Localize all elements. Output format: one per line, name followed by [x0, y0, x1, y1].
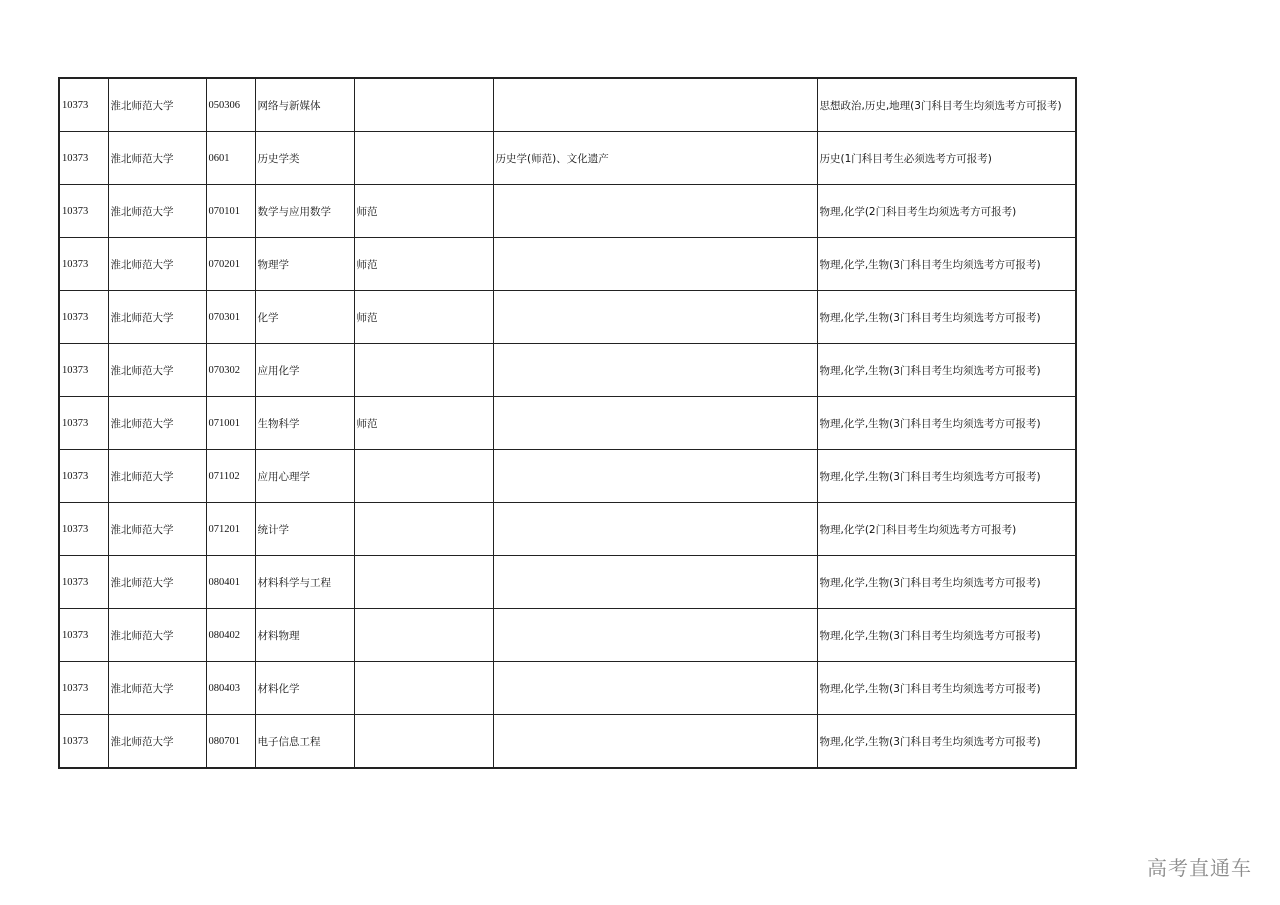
school-name-cell: 淮北师范大学 — [108, 503, 206, 556]
included-majors-cell — [493, 503, 817, 556]
table-body — [59, 78, 1076, 768]
school-code-cell: 10373 — [59, 715, 108, 769]
school-code-cell: 10373 — [59, 132, 108, 185]
school-code-cell: 10373 — [59, 78, 108, 132]
subject-requirement-cell: 物理,化学,生物(3门科目考生均须选考方可报考) — [817, 291, 1076, 344]
school-name-cell: 淮北师范大学 — [108, 344, 206, 397]
subject-requirement-cell: 物理,化学(2门科目考生均须选考方可报考) — [817, 185, 1076, 238]
major-code-cell: 080401 — [206, 556, 255, 609]
included-majors-cell — [493, 556, 817, 609]
major-name-cell: 电子信息工程 — [255, 715, 354, 769]
subject-requirement-cell: 物理,化学,生物(3门科目考生均须选考方可报考) — [817, 662, 1076, 715]
included-majors-cell: 历史学(师范)、文化遗产 — [493, 132, 817, 185]
subject-requirement-cell: 思想政治,历史,地理(3门科目考生均须选考方可报考) — [817, 78, 1076, 132]
major-code-cell: 071102 — [206, 450, 255, 503]
table-row — [59, 503, 1076, 556]
table-row — [59, 662, 1076, 715]
subject-requirement-cell: 历史(1门科目考生必须选考方可报考) — [817, 132, 1076, 185]
subject-requirement-cell: 物理,化学,生物(3门科目考生均须选考方可报考) — [817, 609, 1076, 662]
school-code-cell: 10373 — [59, 397, 108, 450]
included-majors-cell — [493, 78, 817, 132]
school-code-cell: 10373 — [59, 450, 108, 503]
major-name-cell: 材料科学与工程 — [255, 556, 354, 609]
major-name-cell: 历史学类 — [255, 132, 354, 185]
included-majors-cell — [493, 662, 817, 715]
included-majors-cell — [493, 344, 817, 397]
school-code-cell: 10373 — [59, 344, 108, 397]
included-majors-cell — [493, 715, 817, 769]
school-name-cell: 淮北师范大学 — [108, 185, 206, 238]
school-name-cell: 淮北师范大学 — [108, 715, 206, 769]
table-row — [59, 238, 1076, 291]
included-majors-cell — [493, 291, 817, 344]
subject-requirements-table — [58, 77, 1077, 769]
school-name-cell: 淮北师范大学 — [108, 238, 206, 291]
note-cell — [354, 78, 493, 132]
table-row — [59, 397, 1076, 450]
table-row — [59, 556, 1076, 609]
school-code-cell: 10373 — [59, 503, 108, 556]
included-majors-cell — [493, 397, 817, 450]
major-name-cell: 材料化学 — [255, 662, 354, 715]
school-code-cell: 10373 — [59, 609, 108, 662]
school-name-cell: 淮北师范大学 — [108, 291, 206, 344]
included-majors-cell — [493, 185, 817, 238]
major-code-cell: 080403 — [206, 662, 255, 715]
watermark-text: 高考直通车 — [1147, 856, 1252, 880]
note-cell — [354, 132, 493, 185]
major-name-cell: 材料物理 — [255, 609, 354, 662]
note-cell — [354, 503, 493, 556]
major-name-cell: 应用化学 — [255, 344, 354, 397]
included-majors-cell — [493, 609, 817, 662]
table-row — [59, 609, 1076, 662]
major-code-cell: 050306 — [206, 78, 255, 132]
note-cell — [354, 450, 493, 503]
school-code-cell: 10373 — [59, 238, 108, 291]
table-row — [59, 132, 1076, 185]
major-name-cell: 网络与新媒体 — [255, 78, 354, 132]
table-row — [59, 450, 1076, 503]
note-cell — [354, 715, 493, 769]
note-cell: 师范 — [354, 397, 493, 450]
major-code-cell: 070301 — [206, 291, 255, 344]
subject-requirement-cell: 物理,化学(2门科目考生均须选考方可报考) — [817, 503, 1076, 556]
school-name-cell: 淮北师范大学 — [108, 397, 206, 450]
school-name-cell: 淮北师范大学 — [108, 450, 206, 503]
major-code-cell: 0601 — [206, 132, 255, 185]
major-code-cell: 080701 — [206, 715, 255, 769]
school-name-cell: 淮北师范大学 — [108, 78, 206, 132]
included-majors-cell — [493, 450, 817, 503]
table-row — [59, 291, 1076, 344]
major-name-cell: 应用心理学 — [255, 450, 354, 503]
table-row — [59, 715, 1076, 769]
school-name-cell: 淮北师范大学 — [108, 662, 206, 715]
table-row — [59, 78, 1076, 132]
major-name-cell: 化学 — [255, 291, 354, 344]
major-code-cell: 070101 — [206, 185, 255, 238]
school-code-cell: 10373 — [59, 291, 108, 344]
major-name-cell: 物理学 — [255, 238, 354, 291]
note-cell — [354, 556, 493, 609]
school-name-cell: 淮北师范大学 — [108, 556, 206, 609]
included-majors-cell — [493, 238, 817, 291]
major-code-cell: 071001 — [206, 397, 255, 450]
school-code-cell: 10373 — [59, 185, 108, 238]
subject-requirement-cell: 物理,化学,生物(3门科目考生均须选考方可报考) — [817, 344, 1076, 397]
note-cell: 师范 — [354, 238, 493, 291]
note-cell: 师范 — [354, 291, 493, 344]
subject-requirement-cell: 物理,化学,生物(3门科目考生均须选考方可报考) — [817, 397, 1076, 450]
school-code-cell: 10373 — [59, 662, 108, 715]
table-row — [59, 185, 1076, 238]
subject-requirement-cell: 物理,化学,生物(3门科目考生均须选考方可报考) — [817, 715, 1076, 769]
subject-requirement-cell: 物理,化学,生物(3门科目考生均须选考方可报考) — [817, 556, 1076, 609]
major-code-cell: 071201 — [206, 503, 255, 556]
school-name-cell: 淮北师范大学 — [108, 609, 206, 662]
major-name-cell: 生物科学 — [255, 397, 354, 450]
major-name-cell: 统计学 — [255, 503, 354, 556]
major-code-cell: 080402 — [206, 609, 255, 662]
table-row — [59, 344, 1076, 397]
major-name-cell: 数学与应用数学 — [255, 185, 354, 238]
subject-requirement-cell: 物理,化学,生物(3门科目考生均须选考方可报考) — [817, 238, 1076, 291]
note-cell — [354, 609, 493, 662]
note-cell: 师范 — [354, 185, 493, 238]
subject-requirement-cell: 物理,化学,生物(3门科目考生均须选考方可报考) — [817, 450, 1076, 503]
school-code-cell: 10373 — [59, 556, 108, 609]
major-code-cell: 070201 — [206, 238, 255, 291]
note-cell — [354, 344, 493, 397]
note-cell — [354, 662, 493, 715]
major-code-cell: 070302 — [206, 344, 255, 397]
school-name-cell: 淮北师范大学 — [108, 132, 206, 185]
